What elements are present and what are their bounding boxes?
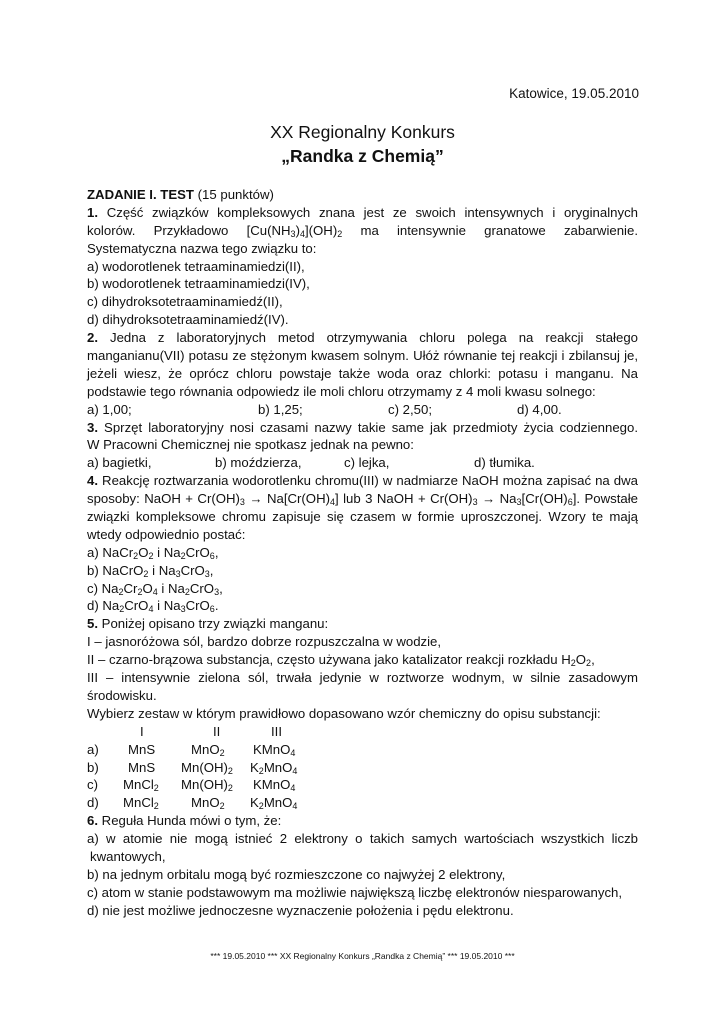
q4-line3: związki kompleksowe chromu zapisuje się czasem w formie uproszczonej. Wzory te mają [87, 509, 638, 525]
q3-option-c: c) lejka, [344, 455, 390, 471]
q3-line1: 3. Sprzęt laboratoryjny nosi czasami nazwy takie same jak przedmioty życia codziennego. [87, 419, 638, 435]
q1-option-a: a) wodorotlenek tetraaminamiedzi(II), [87, 258, 305, 274]
q3-options [87, 454, 638, 472]
q5-item-2: II – czarno-brązowa substancja, często używana jako katalizator reakcji rozkładu $H_2O_2$, [87, 652, 595, 669]
test-content [87, 186, 638, 920]
q3-line2: W Pracowni Chemicznej nie spotkasz jednak na pewno: [87, 437, 414, 453]
q3-option-b: b) moździerza, [215, 455, 302, 471]
col-header-1: I [140, 723, 144, 739]
q1-option-b: b) wodorotlenek tetraaminamiedzi(IV), [87, 276, 310, 292]
q2-option-c: c) 2,50; [388, 401, 432, 417]
q4-option-c: c) $Na_2Cr_2O_4$ i $Na_2CrO_3$, [87, 580, 223, 597]
q1-line3: Systematyczna nazwa tego związku to: [87, 240, 317, 256]
q2-option-a: a) 1,00; [87, 401, 132, 417]
q4-option-b: b) NaCrO$_2$ i $Na_3CrO_3$, [87, 562, 214, 579]
date-line: Katowice, 19.05.2010 [509, 86, 639, 101]
q4-option-a: a) $NaCr_2O_2$ i $Na_2CrO_6$, [87, 544, 219, 561]
arrow-icon: → [249, 491, 263, 507]
q3-option-a: a) bagietki, [87, 455, 152, 471]
q6-line1: 6. Reguła Hunda mówi o tym, że: [87, 813, 282, 829]
col-header-3: III [271, 723, 282, 739]
q6-option-c: c) atom w stanie podstawowym ma możliwie największą liczbę elektronów niesparowanych, [87, 884, 623, 900]
q4-option-d: d) $Na_2CrO_4$ i $Na_3CrO_6$. [87, 598, 219, 615]
q5-table-row-c: c) MnCl$_2$ $Mn(OH)_2$ KMnO$_4$ [87, 777, 296, 794]
q6-option-d: d) nie jest możliwe jednoczesne wyznaczenie położenia i pędu elektronu. [87, 902, 514, 918]
q5-table-row-b: b) MnS $Mn(OH)_2$ $K_2MnO_4$ [87, 759, 298, 776]
q5-item-3: III – intensywnie zielona sól, trwała jedynie w roztworze wodnym, w silnie zasadowym [87, 670, 638, 686]
contest-title: XX Regionalny Konkurs [270, 122, 455, 142]
col-header-2: II [213, 723, 221, 739]
q3-option-d: d) tłumika. [474, 455, 535, 471]
q4-line1: 4. Reakcję roztwarzania wodorotlenku chromu(III) w nadmiarze NaOH można zapisać na dwa [87, 473, 638, 489]
task-heading: ZADANIE I. TEST (15 punktów) [87, 187, 274, 202]
page-footer: *** 19.05.2010 *** XX Regionalny Konkurs „Randka z Chemią” *** 19.05.2010 *** [210, 951, 515, 961]
q5-item-1: I – jasnoróżowa sól, bardzo dobrze rozpuszczalna w wodzie, [87, 634, 442, 650]
q5-table-row-d: d) MnCl$_2$ MnO$_2$ $K_2MnO_4$ [87, 795, 298, 812]
contest-subtitle: „Randka z Chemią” [281, 146, 444, 166]
q1-line1: 1. Część związków kompleksowych znana jest ze swoich intensywnych i oryginalnych [87, 204, 638, 220]
q6-option-b: b) na jednym orbitalu mogą być rozmieszczone co najwyżej 2 elektrony, [87, 866, 506, 882]
q2-line2: manganianu(VII) potasu ze stężonym kwasem solnym. Ułóż równanie tej reakcji i zbilansuj je, [87, 348, 638, 364]
q1-option-c: c) dihydroksotetraaminamiedź(II), [87, 294, 283, 310]
q4-line2: sposoby: NaOH + $Cr(OH)_3 \to Na[Cr(OH)_4]$ lub 3 NaOH + $Cr(OH)_3 \to Na_3[Cr(OH)_6]$. Powstałe [87, 491, 638, 508]
q5-line1: 5. Poniżej opisano trzy związki manganu: [87, 616, 329, 632]
q6-option-a-cont: kwantowych, [90, 848, 166, 864]
q2-option-d: d) 4,00. [517, 401, 562, 417]
arrow-icon: → [482, 491, 496, 507]
q4-line4: wtedy odpowiednio postać: [87, 526, 246, 542]
q2-line1: 2. Jedna z laboratoryjnych metod otrzymywania chloru polega na reakcji stałego [87, 330, 638, 346]
q5-table-row-a: a) MnS MnO$_2$ KMnO$_4$ [87, 741, 296, 758]
q2-options [87, 401, 638, 419]
q6-option-a: a) w atomie nie mogą istnieć 2 elektrony o takich samych wartościach wszystkich liczb [87, 831, 638, 847]
q5-instruction: Wybierz zestaw w którym prawidłowo dopasowano wzór chemiczny do opisu substancji: [87, 705, 601, 721]
q2-option-b: b) 1,25; [258, 401, 303, 417]
q2-line3: jeżeli wiesz, że oprócz chloru powstaje także woda oraz chlorki: potasu i manganu. Na [87, 365, 638, 381]
q2-line4: podstawie tego równania odpowiedz ile moli chloru otrzymamy z 4 moli kwasu solnego: [87, 383, 596, 399]
q5-item-3b: środowisku. [87, 687, 157, 703]
q1-line2: kolorów. Przykładowo $[Cu(NH_3)_4](OH)_2$ ma intensywnie granatowe zabarwienie. [87, 222, 638, 239]
q1-option-d: d) dihydroksotetraaminamiedź(IV). [87, 312, 289, 328]
q5-table-header [87, 723, 638, 741]
